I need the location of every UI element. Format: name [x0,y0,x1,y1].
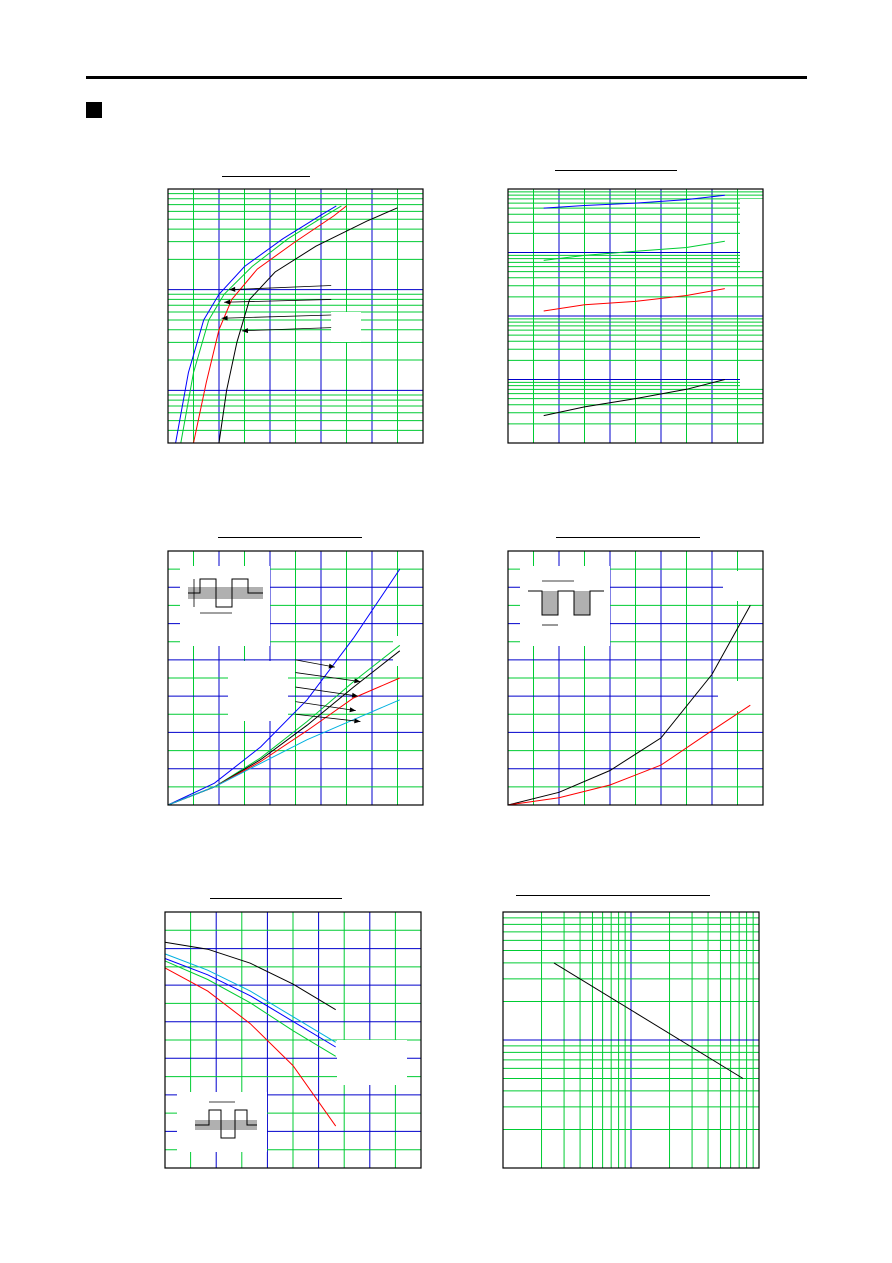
pulse-shaded-low-1 [542,591,558,615]
series-line-1 [544,195,725,208]
chart6-plot [503,912,759,1168]
series-line-4 [219,208,398,443]
chart4-title-line [556,537,700,538]
series-line-2 [508,705,750,805]
series-line-3 [544,289,725,311]
chart1-plot [168,189,423,443]
pulse-shaded-low-2 [574,591,590,615]
label-area-1 [331,312,361,342]
series-line-1 [554,963,743,1079]
series-line-2 [544,241,725,260]
label-area-2 [718,681,763,711]
chart3-plot [168,551,423,805]
chart4-plot [508,551,763,805]
annotation-arrow-1 [296,660,335,669]
pulse-inset-background [180,566,270,646]
label-area-3 [740,364,764,388]
chart3-title-line [218,537,362,538]
chart1-panel [168,189,423,443]
chart1-title-line [222,176,310,177]
series-line-4 [544,380,725,416]
chart6-panel [503,912,759,1168]
top-rule [86,76,807,79]
annotation-arrow-4 [242,328,331,334]
annotation-arrow-2 [224,299,331,304]
chart5-plot [165,912,421,1168]
chart6-title-line [516,895,710,896]
label-area-2 [740,244,764,268]
chart2-panel [508,189,763,443]
label-area-1 [228,661,288,721]
label-area-1 [723,571,763,601]
chart5-panel [165,912,421,1168]
pulse-inset-background [520,566,610,646]
section-marker-square [86,102,102,118]
label-area-1 [337,1040,407,1085]
grid [503,912,759,1168]
chart4-panel [508,551,763,805]
chart5-title-line [210,898,342,899]
chart2-title-line [555,170,677,171]
label-area-2 [393,636,423,666]
grid [508,189,763,443]
chart3-panel [168,551,423,805]
label-area-1 [740,199,764,239]
chart2-plot [508,189,763,443]
